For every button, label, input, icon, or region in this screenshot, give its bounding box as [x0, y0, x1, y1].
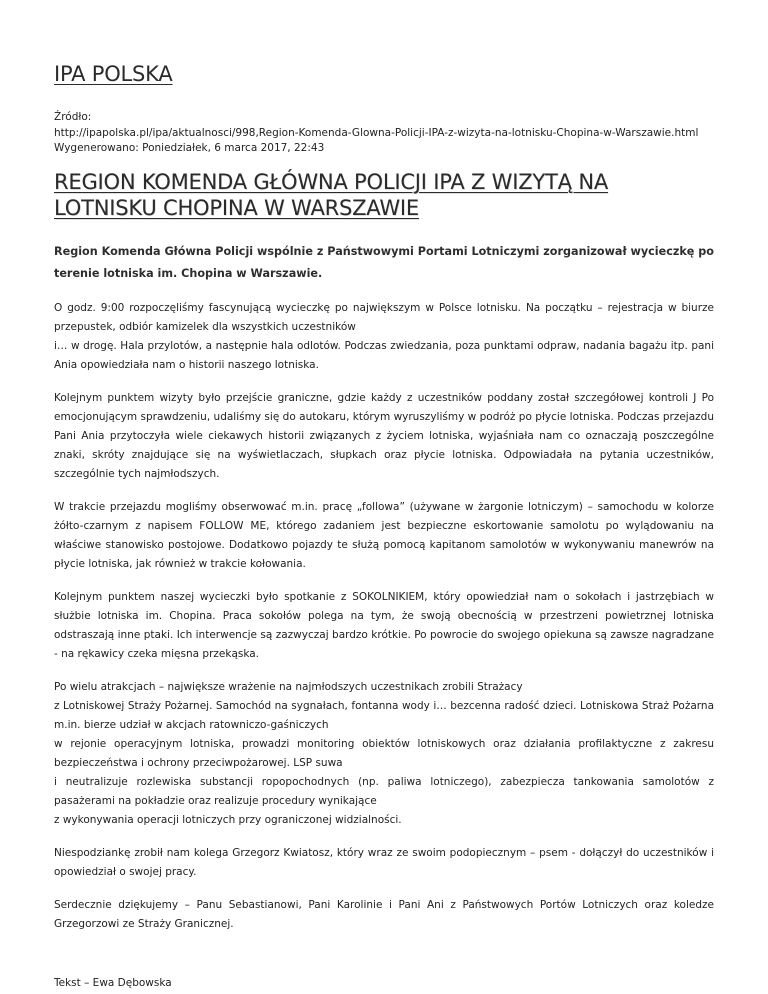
paragraph-line: z wykonywania operacji lotniczych przy ograniczonej widzialności.	[54, 813, 402, 826]
paragraph-line: Kolejnym punktem wizyty było przejście graniczne, gdzie każdy z uczestników poddany został szczegółowej kontroli J Po emocjonującym sprawdzeniu, udaliśmy się do autokaru, którym wyruszyliśmy w podróż po płycie lotniska. Podczas przejazdu Pani Ania przytoczyła wiele ciekawych historii związanych z życiem lotniska, wyjaśniała nam co oznaczają poszczególne znaki, skróty znajdujące się na wyświetlaczach, słupkach oraz płycie lotniska. Odpowiadała na pytania uczestników, szczególnie tych najmłodszych.	[54, 391, 714, 480]
article-body	[54, 299, 714, 934]
paragraph-follow-me	[54, 498, 714, 574]
paragraph-line: W trakcie przejazdu mogliśmy obserwować m.in. pracę „followa” (używane w żargonie lotniczym) – samochodu w kolorze żółto-czarnym z napisem FOLLOW ME, którego zadaniem jest bezpieczne eskortowanie samolotu po wylądowaniu na właściwe stanowisko postojowe. Dodatkowo pojazdy te służą pomocą kapitanom samolotów w wykonywaniu manewrów na płycie lotniska, jak również w trakcie kołowania.	[54, 500, 714, 570]
paragraph-line: i… w drogę. Hala przylotów, a następnie hala odlotów. Podczas zwiedzania, poza punktami odpraw, nadania bagażu itp. pani Ania opowiedziała nam o historii naszego lotniska.	[54, 339, 714, 371]
paragraph-line: Serdecznie dziękujemy – Panu Sebastianowi, Pani Karolinie i Pani Ani z Państwowych Portów Lotniczych oraz koledze Grzegorzowi ze Straży Granicznej.	[54, 898, 714, 930]
spacer	[54, 948, 714, 974]
generated-date: Wygenerowano: Poniedziałek, 6 marca 2017, 22:43	[54, 142, 325, 154]
paragraph-line: i neutralizuje rozlewiska substancji ropopochodnych (np. paliwa lotniczego), zabezpiecza tankowania samolotów z pasażerami na pokładzie oraz realizuje procedury wynikające	[54, 775, 714, 807]
site-title: IPA POLSKA	[54, 62, 173, 86]
paragraph-intro	[54, 299, 714, 375]
paragraph-falconer	[54, 588, 714, 664]
source-label: Źródło:	[54, 111, 92, 123]
paragraph-surprise	[54, 844, 714, 882]
article-title: REGION KOMENDA GŁÓWNA POLICJI IPA Z WIZYTĄ NA LOTNISKU CHOPINA W WARSZAWIE	[54, 169, 608, 220]
article-author: Tekst – Ewa Dębowska	[54, 976, 172, 989]
paragraph-line: w rejonie operacyjnym lotniska, prowadzi monitoring obiektów lotniskowych oraz działania profilaktyczne z zakresu bezpieczeństwa i ochrony przeciwpożarowej. LSP suwa	[54, 737, 714, 769]
source-url: http://ipapolska.pl/ipa/aktualnosci/998,Region-Komenda-Glowna-Policji-IPA-z-wizyta-na-lotnisku-Chopina-w-Warszawie.html	[54, 126, 699, 139]
article-lead: Region Komenda Główna Policji wspólnie z Państwowymi Portami Lotniczymi zorganizował wycieczkę po terenie lotniska im. Chopina w Warszawie.	[54, 244, 714, 280]
paragraph-border-crossing	[54, 389, 714, 484]
paragraph-line: Po wielu atrakcjach – największe wrażenie na najmłodszych uczestnikach zrobili Strażacy	[54, 680, 523, 693]
paragraph-fire-brigade	[54, 678, 714, 830]
paragraph-line: z Lotniskowej Straży Pożarnej. Samochód na sygnałach, fontanna wody i… bezcenna radość dzieci. Lotniskowa Straż Pożarna m.in. bierze udział w akcjach ratowniczo-gaśniczych	[54, 699, 714, 731]
paragraph-line: O godz. 9:00 rozpoczęliśmy fascynującą wycieczkę po największym w Polsce lotnisku. Na początku – rejestracja w biurze przepustek, odbiór kamizelek dla wszystkich uczestników	[54, 301, 714, 333]
paragraph-line: Kolejnym punktem naszej wycieczki było spotkanie z SOKOLNIKIEM, który opowiedział nam o sokołach i jastrzębiach w służbie lotniska im. Chopina. Praca sokołów polega na tym, że swoją obecnością w przestrzeni powietrznej lotniska odstraszają inne ptaki. Ich interwencje są zazwyczaj bardzo krótkie. Po powrocie do swojego opiekuna są zawsze nagradzane - na rękawicy czeka mięsna przekąska.	[54, 590, 714, 660]
source-meta	[54, 110, 714, 157]
paragraph-line: Niespodziankę zrobił nam kolega Grzegorz Kwiatosz, który wraz ze swoim podopiecznym – psem - dołączył do uczestników i opowiedział o swojej pracy.	[54, 846, 714, 878]
paragraph-thanks	[54, 896, 714, 934]
